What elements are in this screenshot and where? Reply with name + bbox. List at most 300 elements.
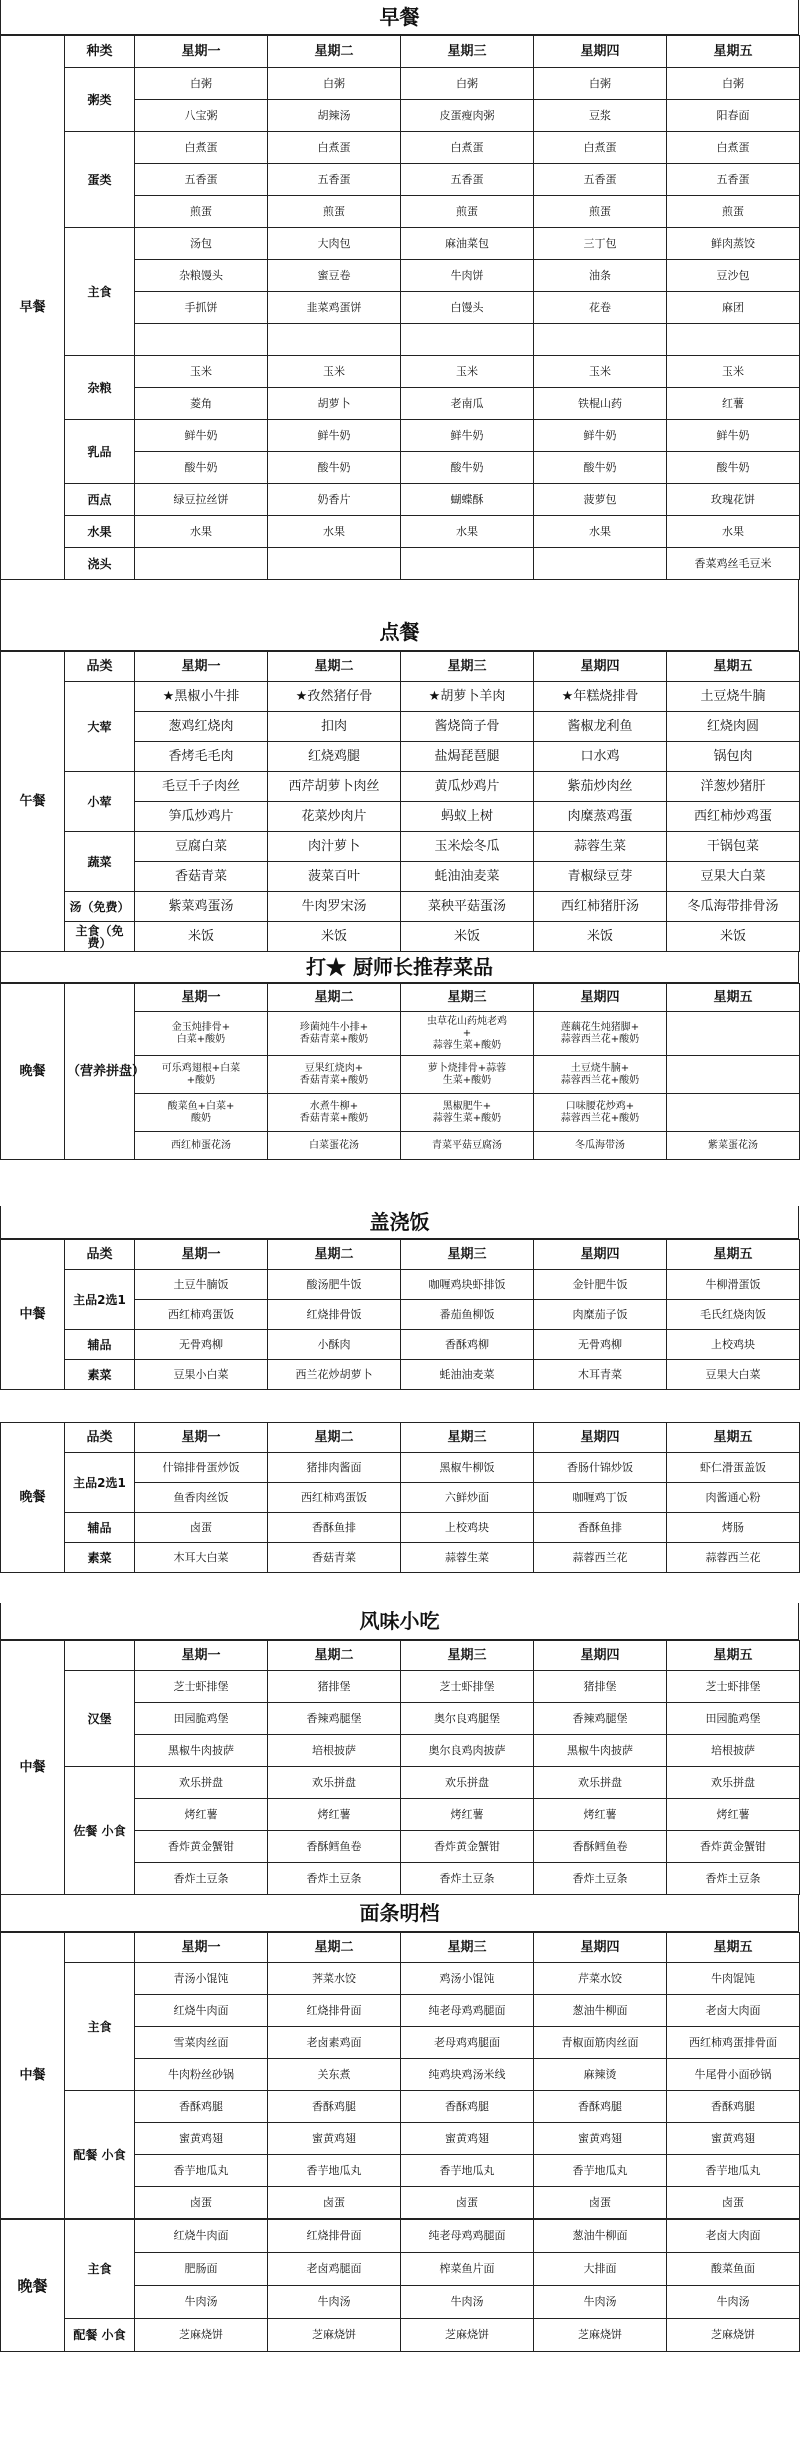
dish-cell: 卤蛋 [534, 2187, 667, 2219]
dish-cell: 玉米 [667, 356, 800, 388]
dish-cell: 莲藕花生炖猪脚+ 蒜蓉西兰花+酸奶 [534, 1012, 667, 1056]
dish-cell: 卤蛋 [135, 2187, 268, 2219]
dish-cell: 老卤大肉面 [667, 1995, 800, 2027]
dish-cell: 五香蛋 [667, 164, 800, 196]
table-row [1, 2319, 800, 2352]
dish-cell: 鲜肉蒸饺 [667, 228, 800, 260]
table-row [1, 548, 800, 580]
dish-cell: 烤红薯 [135, 1799, 268, 1831]
dish-cell: ★胡萝卜羊肉 [401, 682, 534, 712]
dish-cell: 六鲜炒面 [401, 1483, 534, 1513]
table-row [1, 892, 800, 922]
dish-cell: 酸菜鱼+白菜+ 酸奶 [135, 1094, 268, 1132]
dish-cell: 白粥 [135, 68, 268, 100]
dish-cell: 大肉包 [268, 228, 401, 260]
category-header [65, 1933, 135, 1963]
category-label: 辅品 [65, 1330, 135, 1360]
dish-cell: 水果 [268, 516, 401, 548]
dish-cell: 黑椒肥牛+ 蒜蓉生菜+酸奶 [401, 1094, 534, 1132]
day-header: 星期三 [401, 1240, 534, 1270]
dish-cell: ★孜然猪仔骨 [268, 682, 401, 712]
table-row [1, 1543, 800, 1573]
dish-cell: 菱角 [135, 388, 268, 420]
dish-cell: 纯老母鸡鸡腿面 [401, 1995, 534, 2027]
dish-cell: 黄瓜炒鸡片 [401, 772, 534, 802]
dish-cell: 木耳大白菜 [135, 1543, 268, 1573]
table-row [1, 1513, 800, 1543]
dish-cell: 麻油菜包 [401, 228, 534, 260]
dish-cell: 香炸土豆条 [401, 1863, 534, 1895]
dish-cell: 铁棍山药 [534, 388, 667, 420]
day-header: 星期五 [667, 652, 800, 682]
dish-cell: 香芋地瓜丸 [268, 2155, 401, 2187]
dish-cell: 煎蛋 [534, 196, 667, 228]
dish-cell: 芝麻烧饼 [135, 2319, 268, 2352]
header-row [1, 984, 800, 1012]
dish-cell: 肥肠面 [135, 2253, 268, 2286]
dish-cell: 老卤素鸡面 [268, 2027, 401, 2059]
dish-cell: 卤蛋 [268, 2187, 401, 2219]
category-label: （营养拼盘） [65, 984, 135, 1160]
day-header: 星期三 [401, 1933, 534, 1963]
dish-cell: 香炸黄金蟹钳 [401, 1831, 534, 1863]
category-label: 汉堡 [65, 1671, 135, 1767]
dish-cell [401, 548, 534, 580]
section-spacer [0, 1160, 799, 1206]
dish-cell: 水果 [135, 516, 268, 548]
table-row [1, 1330, 800, 1360]
header-row [1, 1240, 800, 1270]
dish-cell: 香炸土豆条 [268, 1863, 401, 1895]
noodle-dinner-table [0, 2219, 800, 2352]
dish-cell: 干锅包菜 [667, 832, 800, 862]
dish-cell: 水果 [401, 516, 534, 548]
meal-label: 晚餐 [1, 2220, 65, 2352]
header-row [1, 36, 800, 68]
dish-cell: 猪排肉酱面 [268, 1453, 401, 1483]
dish-cell: 酸汤肥牛饭 [268, 1270, 401, 1300]
dish-cell: 芝麻烧饼 [667, 2319, 800, 2352]
dish-cell: 豆果大白菜 [667, 862, 800, 892]
dish-cell: 锅包肉 [667, 742, 800, 772]
category-label: 小荤 [65, 772, 135, 832]
dish-cell: 鲜牛奶 [534, 420, 667, 452]
dish-cell: 菠萝包 [534, 484, 667, 516]
day-header: 星期三 [401, 1423, 534, 1453]
dish-cell: 香芋地瓜丸 [401, 2155, 534, 2187]
dish-cell: 酸牛奶 [268, 452, 401, 484]
dish-cell: 肉汁萝卜 [268, 832, 401, 862]
noodle-lunch-table [0, 1932, 800, 2219]
category-label: 主食（免费） [65, 922, 135, 952]
dish-cell: 欢乐拼盘 [667, 1767, 800, 1799]
dish-cell: 葱油牛柳面 [534, 2220, 667, 2253]
dish-cell: 黑椒牛肉披萨 [135, 1735, 268, 1767]
dish-cell: 白粥 [268, 68, 401, 100]
dish-cell [135, 324, 268, 356]
dish-cell: 西红柿炒鸡蛋 [667, 802, 800, 832]
table-row [1, 1360, 800, 1390]
dish-cell: 欢乐拼盘 [268, 1767, 401, 1799]
dish-cell: 西红柿蛋花汤 [135, 1132, 268, 1160]
dish-cell: 紫茄炒肉丝 [534, 772, 667, 802]
dish-cell: 芝麻烧饼 [268, 2319, 401, 2352]
dish-cell: 卤蛋 [667, 2187, 800, 2219]
dish-cell: 蝴蝶酥 [401, 484, 534, 516]
table-row [1, 2091, 800, 2123]
dish-cell: 八宝粥 [135, 100, 268, 132]
dish-cell: 花卷 [534, 292, 667, 324]
day-header: 星期二 [268, 1933, 401, 1963]
category-label: 配餐 小食 [65, 2091, 135, 2219]
day-header: 星期一 [135, 1240, 268, 1270]
meal-label: 晚餐 [1, 1423, 65, 1573]
dish-cell: 芝麻烧饼 [401, 2319, 534, 2352]
dish-cell: 蜜黄鸡翅 [667, 2123, 800, 2155]
dish-cell: 酸牛奶 [534, 452, 667, 484]
category-header: 品类 [65, 1240, 135, 1270]
dish-cell: 香芋地瓜丸 [534, 2155, 667, 2187]
category-header: 品类 [65, 652, 135, 682]
day-header: 星期三 [401, 36, 534, 68]
dish-cell: 扣肉 [268, 712, 401, 742]
dish-cell: 金针肥牛饭 [534, 1270, 667, 1300]
day-header: 星期五 [667, 36, 800, 68]
dish-cell: 青椒面筋肉丝面 [534, 2027, 667, 2059]
dish-cell: 香炸黄金蟹钳 [667, 1831, 800, 1863]
chef-recommend-table [0, 983, 800, 1160]
dish-cell: 笋瓜炒鸡片 [135, 802, 268, 832]
day-header: 星期四 [534, 1240, 667, 1270]
dish-cell: 玉米 [401, 356, 534, 388]
dish-cell: 煎蛋 [667, 196, 800, 228]
dish-cell: 皮蛋瘦肉粥 [401, 100, 534, 132]
dish-cell [135, 548, 268, 580]
dish-cell: 三丁包 [534, 228, 667, 260]
dish-cell: 油条 [534, 260, 667, 292]
dish-cell: 玉米 [268, 356, 401, 388]
dish-cell: 玉米 [135, 356, 268, 388]
dish-cell: 牛肉汤 [667, 2286, 800, 2319]
dish-cell: 蜜黄鸡翅 [135, 2123, 268, 2155]
dish-cell: 白煮蛋 [135, 132, 268, 164]
dish-cell: 芝士虾排堡 [135, 1671, 268, 1703]
table-row [1, 516, 800, 548]
dish-cell: 老南瓜 [401, 388, 534, 420]
dish-cell: 冬瓜海带排骨汤 [667, 892, 800, 922]
dish-cell: 鲜牛奶 [135, 420, 268, 452]
dish-cell: 芝士虾排堡 [667, 1671, 800, 1703]
dish-cell: 香酥鸡腿 [667, 2091, 800, 2123]
dish-cell: 五香蛋 [135, 164, 268, 196]
dish-cell: 蒜蓉西兰花 [534, 1543, 667, 1573]
dish-cell: 水果 [534, 516, 667, 548]
dish-cell: 无骨鸡柳 [534, 1330, 667, 1360]
category-label: 主食 [65, 2220, 135, 2319]
table-row [1, 772, 800, 802]
day-header: 星期一 [135, 1933, 268, 1963]
dish-cell: 可乐鸡翅根+白菜 +酸奶 [135, 1056, 268, 1094]
dish-cell: 杂粮馒头 [135, 260, 268, 292]
category-label: 主食 [65, 228, 135, 356]
day-header: 星期四 [534, 36, 667, 68]
dish-cell: 香炸土豆条 [667, 1863, 800, 1895]
dish-cell: 珍菌炖牛小排+ 香菇青菜+酸奶 [268, 1012, 401, 1056]
dish-cell: 田园脆鸡堡 [667, 1703, 800, 1735]
dish-cell: 上校鸡块 [401, 1513, 534, 1543]
dish-cell: 老卤大肉面 [667, 2220, 800, 2253]
dish-cell: 雪菜肉丝面 [135, 2027, 268, 2059]
dish-cell: 无骨鸡柳 [135, 1330, 268, 1360]
dish-cell: 豆沙包 [667, 260, 800, 292]
dish-cell: 蒜蓉西兰花 [667, 1543, 800, 1573]
dish-cell: 牛肉饼 [401, 260, 534, 292]
dish-cell: 欢乐拼盘 [135, 1767, 268, 1799]
dish-cell: 香酥鱼排 [268, 1513, 401, 1543]
category-label: 西点 [65, 484, 135, 516]
dish-cell: 上校鸡块 [667, 1330, 800, 1360]
dish-cell: 牛柳滑蛋饭 [667, 1270, 800, 1300]
dish-cell: 芝士虾排堡 [401, 1671, 534, 1703]
section-spacer [0, 1390, 799, 1422]
dish-cell: 玉米烩冬瓜 [401, 832, 534, 862]
category-label: 佐餐 小食 [65, 1767, 135, 1895]
dish-cell: 芹菜水饺 [534, 1963, 667, 1995]
dish-cell: 香菇青菜 [268, 1543, 401, 1573]
dish-cell: 花菜炒肉片 [268, 802, 401, 832]
day-header: 星期二 [268, 652, 401, 682]
dish-cell: 西红柿鸡蛋饭 [135, 1300, 268, 1330]
dish-cell: 培根披萨 [667, 1735, 800, 1767]
table-row [1, 1671, 800, 1703]
dish-cell: 白菜蛋花汤 [268, 1132, 401, 1160]
meal-label: 午餐 [1, 652, 65, 952]
dish-cell: 五香蛋 [268, 164, 401, 196]
dish-cell: 白粥 [401, 68, 534, 100]
dish-cell: 白煮蛋 [268, 132, 401, 164]
dish-cell: 青菜平菇豆腐汤 [401, 1132, 534, 1160]
dish-cell: 鸡汤小馄饨 [401, 1963, 534, 1995]
dish-cell: 香炸土豆条 [534, 1863, 667, 1895]
dish-cell [667, 1056, 800, 1094]
day-header: 星期一 [135, 36, 268, 68]
dish-cell: 白粥 [534, 68, 667, 100]
dish-cell: 烤红薯 [268, 1799, 401, 1831]
dish-cell: 咖喱鸡块虾排饭 [401, 1270, 534, 1300]
dish-cell: 豆浆 [534, 100, 667, 132]
category-header: 品类 [65, 1423, 135, 1453]
dish-cell: 蚂蚁上树 [401, 802, 534, 832]
day-header: 星期二 [268, 984, 401, 1012]
meal-label: 早餐 [1, 36, 65, 580]
dish-cell: 紫菜蛋花汤 [667, 1132, 800, 1160]
dish-cell: 红烧排骨面 [268, 1995, 401, 2027]
dish-cell: 虫草花山药炖老鸡 + 蒜蓉生菜+酸奶 [401, 1012, 534, 1056]
dish-cell: 香酥鱼排 [534, 1513, 667, 1543]
snack-title: 风味小吃 [0, 1603, 799, 1640]
dish-cell: 豆果红烧肉+ 香菇青菜+酸奶 [268, 1056, 401, 1094]
dish-cell: 黑椒牛肉披萨 [534, 1735, 667, 1767]
day-header: 星期四 [534, 1933, 667, 1963]
dish-cell: 红薯 [667, 388, 800, 420]
category-label: 主品2选1 [65, 1270, 135, 1330]
rice-lunch-table [0, 1239, 800, 1390]
dish-cell: 榨菜鱼片面 [401, 2253, 534, 2286]
dish-cell: 香酥鸡柳 [401, 1330, 534, 1360]
dish-cell: 金玉炖排骨+ 白菜+酸奶 [135, 1012, 268, 1056]
category-label: 蔬菜 [65, 832, 135, 892]
dish-cell: 牛肉馄饨 [667, 1963, 800, 1995]
table-row [1, 420, 800, 452]
dish-cell: 西红柿鸡蛋排骨面 [667, 2027, 800, 2059]
category-label: 水果 [65, 516, 135, 548]
dish-cell: 汤包 [135, 228, 268, 260]
dish-cell: 鱼香肉丝饭 [135, 1483, 268, 1513]
day-header: 星期四 [534, 1423, 667, 1453]
dish-cell: 什锦排骨蛋炒饭 [135, 1453, 268, 1483]
category-label: 粥类 [65, 68, 135, 132]
dish-cell: 鲜牛奶 [401, 420, 534, 452]
dish-cell: 香炸黄金蟹钳 [135, 1831, 268, 1863]
day-header: 星期四 [534, 1641, 667, 1671]
dish-cell: 胡萝卜 [268, 388, 401, 420]
dish-cell: 香酥鸡腿 [135, 2091, 268, 2123]
dish-cell: 蚝油油麦菜 [401, 1360, 534, 1390]
day-header: 星期三 [401, 984, 534, 1012]
dish-cell: 冬瓜海带汤 [534, 1132, 667, 1160]
dish-cell: 洋葱炒猪肝 [667, 772, 800, 802]
category-label: 汤（免费） [65, 892, 135, 922]
day-header: 星期二 [268, 1641, 401, 1671]
header-row [1, 652, 800, 682]
dish-cell [268, 324, 401, 356]
breakfast-title: 早餐 [0, 0, 799, 35]
dish-cell: 毛氏红烧肉饭 [667, 1300, 800, 1330]
dish-cell: 蚝油油麦菜 [401, 862, 534, 892]
dish-cell: 香烤毛毛肉 [135, 742, 268, 772]
dish-cell: 煎蛋 [401, 196, 534, 228]
dish-cell: 虾仁滑蛋盖饭 [667, 1453, 800, 1483]
chef-recommend-title: 打★ 厨师长推荐菜品 [0, 952, 799, 983]
dish-cell: 麻辣烫 [534, 2059, 667, 2091]
dish-cell: 牛肉粉丝砂锅 [135, 2059, 268, 2091]
dish-cell: 盐焗琵琶腿 [401, 742, 534, 772]
snack-table [0, 1640, 800, 1895]
dish-cell: 葱鸡红烧肉 [135, 712, 268, 742]
dish-cell: 老母鸡鸡腿面 [401, 2027, 534, 2059]
day-header: 星期四 [534, 984, 667, 1012]
category-label: 素菜 [65, 1360, 135, 1390]
day-header: 星期一 [135, 1641, 268, 1671]
dish-cell: 水煮牛柳+ 香菇青菜+酸奶 [268, 1094, 401, 1132]
table-row [1, 1767, 800, 1799]
section-spacer [0, 1573, 799, 1603]
rice-dinner-table [0, 1422, 800, 1573]
dish-cell: 欢乐拼盘 [401, 1767, 534, 1799]
dish-cell: ★黑椒小牛排 [135, 682, 268, 712]
breakfast-table [0, 35, 800, 580]
dish-cell: 烤肠 [667, 1513, 800, 1543]
dish-cell: 烤红薯 [401, 1799, 534, 1831]
category-label: 素菜 [65, 1543, 135, 1573]
meal-label: 中餐 [1, 1240, 65, 1390]
dish-cell: 牛尾骨小面砂锅 [667, 2059, 800, 2091]
day-header: 星期二 [268, 36, 401, 68]
dish-cell: 五香蛋 [401, 164, 534, 196]
table-row [1, 356, 800, 388]
meal-label: 中餐 [1, 1641, 65, 1895]
day-header: 星期一 [135, 984, 268, 1012]
day-header: 星期五 [667, 1641, 800, 1671]
dish-cell: 玉米 [534, 356, 667, 388]
dish-cell: 白粥 [667, 68, 800, 100]
dish-cell: 牛肉汤 [534, 2286, 667, 2319]
dish-cell: 红烧鸡腿 [268, 742, 401, 772]
table-row [1, 832, 800, 862]
dish-cell: 酸牛奶 [135, 452, 268, 484]
dish-cell: 葱油牛柳面 [534, 1995, 667, 2027]
dish-cell: 香酥鸡腿 [534, 2091, 667, 2123]
dish-cell: 鲜牛奶 [667, 420, 800, 452]
dish-cell: 蒜蓉生菜 [534, 832, 667, 862]
order-table [0, 651, 800, 952]
dish-cell: 毛豆千子肉丝 [135, 772, 268, 802]
category-label: 蛋类 [65, 132, 135, 228]
dish-cell [667, 324, 800, 356]
dish-cell: 绿豆拉丝饼 [135, 484, 268, 516]
dish-cell: 卤蛋 [135, 1513, 268, 1543]
dish-cell: 培根披萨 [268, 1735, 401, 1767]
dish-cell: 白馒头 [401, 292, 534, 324]
category-label: 主食 [65, 1963, 135, 2091]
dish-cell: 纯老母鸡鸡腿面 [401, 2220, 534, 2253]
category-header [65, 1641, 135, 1671]
dish-cell: 西红柿猪肝汤 [534, 892, 667, 922]
table-row [1, 1963, 800, 1995]
dish-cell: 肉糜蒸鸡蛋 [534, 802, 667, 832]
dish-cell: 纯鸡块鸡汤米线 [401, 2059, 534, 2091]
dish-cell: 牛肉罗宋汤 [268, 892, 401, 922]
dish-cell: 土豆牛腩饭 [135, 1270, 268, 1300]
dish-cell: 米饭 [534, 922, 667, 952]
dish-cell: 老卤鸡腿面 [268, 2253, 401, 2286]
section-spacer [0, 580, 799, 614]
dish-cell: 青汤小馄饨 [135, 1963, 268, 1995]
header-row [1, 1641, 800, 1671]
dish-cell: 咖喱鸡丁饭 [534, 1483, 667, 1513]
table-row [1, 682, 800, 712]
category-header: 种类 [65, 36, 135, 68]
day-header: 星期一 [135, 652, 268, 682]
dish-cell: 香酥鳕鱼卷 [534, 1831, 667, 1863]
dish-cell: 手抓饼 [135, 292, 268, 324]
table-row [1, 1453, 800, 1483]
dish-cell: 鲜牛奶 [268, 420, 401, 452]
dish-cell: 麻团 [667, 292, 800, 324]
dish-cell: 米饭 [135, 922, 268, 952]
dish-cell: 胡辣汤 [268, 100, 401, 132]
table-row [1, 2220, 800, 2253]
dish-cell: 香酥鸡腿 [268, 2091, 401, 2123]
dish-cell: 煎蛋 [135, 196, 268, 228]
order-title: 点餐 [0, 614, 799, 651]
dish-cell: 蜜黄鸡翅 [534, 2123, 667, 2155]
meal-label: 中餐 [1, 1933, 65, 2219]
day-header: 星期五 [667, 1423, 800, 1453]
category-label: 主品2选1 [65, 1453, 135, 1513]
dish-cell: 西红柿鸡蛋饭 [268, 1483, 401, 1513]
dish-cell [534, 324, 667, 356]
